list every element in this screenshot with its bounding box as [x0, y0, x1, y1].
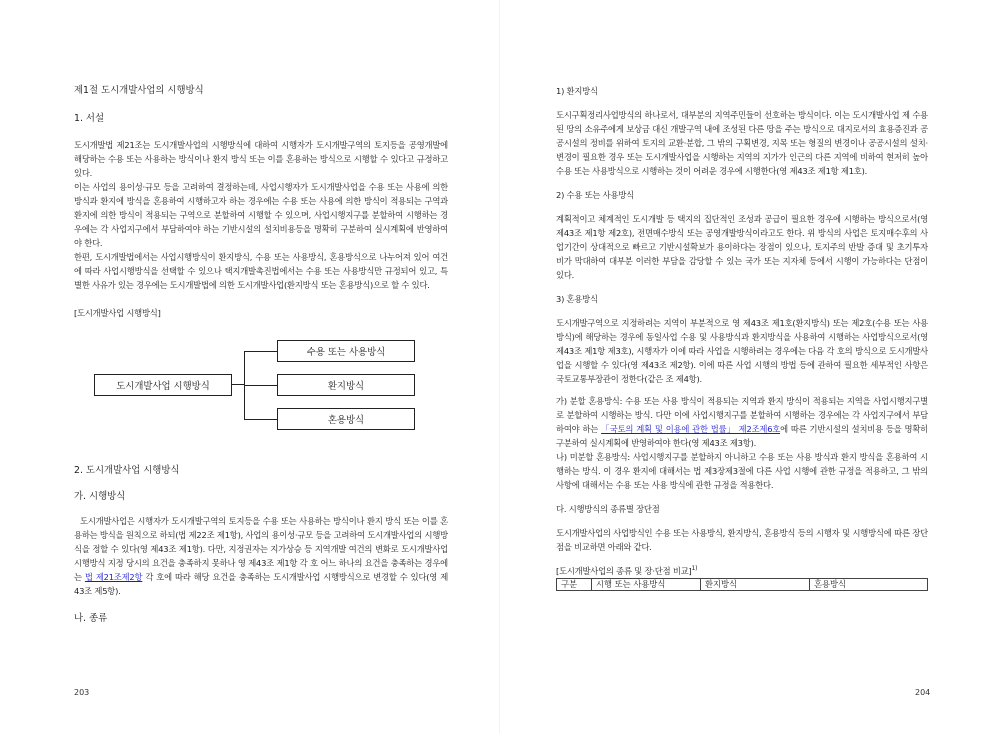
table-header-row [557, 578, 928, 590]
page-number: 203 [74, 688, 90, 697]
table-header-cell: 구분 [557, 578, 592, 590]
diagram-branch-box [277, 408, 415, 430]
diagram-branch-label: 수용 또는 사용방식 [306, 347, 386, 358]
table-header-cell: 환지방식 [701, 578, 810, 590]
page-number: 204 [915, 688, 931, 697]
connector-line [231, 384, 244, 385]
paragraph-text: 각 호에 따라 해당 요건을 충족하는 도시개발사업 시행방식으로 변경할 수 있다(영 제43조 제5항). [74, 572, 449, 596]
paragraph-text: 가) 분할 혼용방식: 수용 또는 사용 방식이 적용되는 지역과 환지 방식이 적용되는 지역을 사업시행지구별로 분할하여 시행하는 방식. 다만 이에 사업시행지구를 분할하여 시행하는 경우에는 각 사업지구에서 부담하여야 하는 [556, 396, 928, 434]
paragraph: 도시구획정리사업방식의 하나로서, 대부분의 지역주민들이 선호하는 방식이다. 이는 도시개발사업 제 수용된 땅의 소유주에게 보상금 대신 개발구역 내에 조성된 다른 땅을 주는 방식으로 대지로서의 효용증진과 공공시설의 정비를 위하여 토지의 교환·분합, 그 밖의 구획변경, 지목 또는 형질의 변경이나 공공시설의 설치·변경이 필요한 경우 또는 도시개발사업을 시행하는 지역의 지가가 인근의 다른 지역에 비하여 현저히 높아 수용 또는 사용방식으로 시행하는 것이 어려운 경우에 시행한다(영 제43조 제1항 제1호). [556, 110, 928, 176]
right-column [556, 84, 928, 591]
subsection-heading: 2) 수용 또는 사용방식 [556, 190, 634, 200]
paragraph-text: 도시개발사업은 시행자가 도시개발구역의 토지등을 수용 또는 사용하는 방식이나 환지 방식 또는 이를 혼용하는 방식을 원칙으로 하되(법 제22조 제1항), 사업의 용이성·규모 등을 고려하여 도시개발사업의 시행방식을 정할 수 있다(영 제43조 제1항). 다만, 지정권자는 지가상승 등 지역개발 여건의 변화로 도시개발사업 시행방식 지정 당시의 요건을 충족하지 못하나 영 제43조 제1항 각 호 어느 하나의 요건을 충족하는 경우에는 [74, 516, 448, 582]
table-caption-text: [도시개발사업의 종류 및 장·단점 비교] [556, 565, 692, 576]
section-heading: 2. 도시개발사업 시행방식 [74, 465, 180, 476]
right-page [500, 0, 1000, 733]
paragraph: 한편, 도시개발법에서는 사업시행방식이 환지방식, 수용 또는 사용방식, 혼용방식으로 나누어져 있어 여건에 따라 사업시행방식을 선택할 수 있으나 택지개발촉진법에서는 수용 또는 사용방식만 규정되어 있고, 특별한 사유가 있는 경우에는 도시개발법에 의한 도시개발사업(환지방식 또는 혼용방식)으로 할 수 있다. [74, 252, 448, 290]
comparison-table [556, 578, 928, 591]
diagram-branch-label: 환지방식 [327, 381, 365, 392]
diagram-branch-box [277, 340, 415, 362]
method-diagram [74, 332, 448, 442]
paragraph: 이는 사업의 용이성·규모 등을 고려하여 결정하는데, 사업시행자가 도시개발사업을 수용 또는 사용에 의한 방식과 환지에 방식을 혼용하여 시행하고자 하는 경우에는 수용 또는 사용에 의한 방식이 적용되는 구역과 환지에 의한 방식이 적용되는 구역으로 분할하여 시행할 수 있으며, 사업시행지구를 분할하여 시행하는 경우에는 각 사업지구에서 부담하여야 하는 기반시설의 설치비용등을 명확히 구분하여 실시계획에 반영하여야 한다. [74, 182, 448, 248]
paragraph [74, 514, 448, 598]
table-caption [556, 562, 928, 578]
subsection-heading: 3) 혼용방식 [556, 294, 598, 304]
paragraph: 계획적이고 체계적인 도시개발 등 택지의 집단적인 조성과 공급이 필요한 경우에 시행하는 방식으로서(영 제43조 제1항 제2호), 전면매수방식 또는 공영개발방식이라고도 한다. 위 방식의 사업은 토지매수후의 사업기간이 상대적으로 빠르고 기반시설확보가 용이하다는 장점이 있으나, 토지주의 반발 증대 및 초기투자비가 막대하여 대부분 이러한 부담을 감당할 수 있는 국가 또는 지자체 등에서 시행이 가능하다는 단점이 있다. [556, 214, 928, 280]
table-header-cell: 혼용방식 [810, 578, 928, 590]
diagram-root-box [94, 374, 232, 396]
paragraph: 도시개발구역으로 지정하려는 지역이 부분적으로 영 제43조 제1호(환지방식) 또는 제2호(수용 또는 사용방식)에 해당하는 경우에 동일사업 수용 및 사용방식과 환지방식을 사용하여 시행하는 사업방식으로서(영 제43조 제1항 제3호), 시행자가 이에 따라 사업을 시행하려는 경우에는 다음 각 호의 방식으로 도시개발사업을 시행할 수 있다(영 제43조 제2항). 이에 따른 사업 시행의 방법 등에 관하여 필요한 세부적인 사항은 국토교통부장관이 정한다(같은 조 제4항). [556, 318, 928, 384]
subsection-heading: 다. 시행방식의 종류별 장단점 [556, 504, 660, 514]
subsection-heading: 가. 시행방식 [74, 491, 126, 502]
law-link[interactable]: 「국토의 계획 및 이용에 관한 법률」 제2조제6호 [601, 424, 781, 434]
diagram-branch-box [277, 374, 415, 396]
subsection-heading: 나. 종류 [74, 613, 108, 624]
paragraph [556, 394, 928, 450]
paragraph: 도시개발법 제21조는 도시개발사업의 시행방식에 대하여 시행자가 도시개발구역의 토지등을 공영개발에 해당하는 수용 또는 사용하는 방식이나 환지 방식 또는 이를 혼용하는 방식으로 시행할 수 있다고 규정하고 있다. [74, 140, 448, 178]
paragraph: 도시개발사업의 사업방식인 수용 또는 사용방식, 환지방식, 혼용방식 등의 시행자 및 시행방식에 따른 장단점을 비교하면 아래와 같다. [556, 528, 928, 552]
law-link[interactable]: 법 제21조제2항 [84, 572, 143, 582]
paragraph: 나) 미분할 혼용방식: 사업시행지구를 분할하지 아니하고 수용 또는 사용 방식과 환지 방식을 혼용하여 시행하는 방식. 이 경우 환지에 대해서는 법 제3장제3절에 다른 사업 시행에 관한 규정을 적용하고, 그 밖의 사항에 대해서는 수용 또는 사용 방식에 관한 규정을 적용한다. [556, 452, 928, 490]
subsection-heading: 1) 환지방식 [556, 86, 598, 96]
diagram-branch-label: 혼용방식 [327, 415, 365, 426]
connector-line [244, 419, 277, 420]
connector-line [244, 385, 277, 386]
section-heading: 1. 서설 [74, 113, 105, 124]
chapter-title: 제1절 도시개발사업의 시행방식 [74, 85, 204, 96]
diagram-root-label: 도시개발사업 시행방식 [116, 381, 210, 392]
footnote-marker[interactable]: 1) [691, 565, 698, 572]
diagram-caption: [도시개발사업 시행방식] [74, 308, 161, 318]
paragraph-text: 에 따른 기반시설의 설치비용 등을 명확히 구분하여 실시계획에 반영하여야 한다(영 제43조 제3항). [556, 424, 928, 448]
table-header-cell: 시행 또는 사용방식 [592, 578, 701, 590]
connector-line [244, 351, 277, 352]
left-column [74, 84, 448, 626]
